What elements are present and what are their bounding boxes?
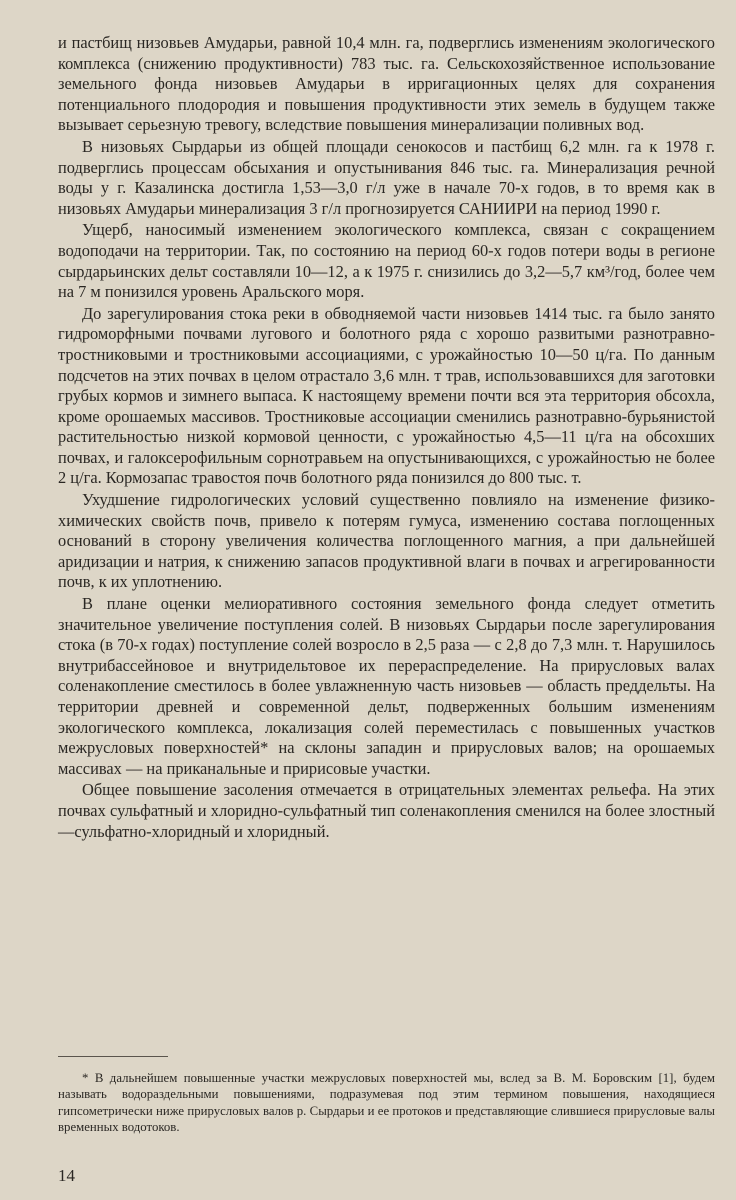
paragraph-4: До зарегулирования стока реки в обводняемой части низовьев 1414 тыс. га было занято гидроморфными почвами лугового и болотного ряда с хорошо развитыми разнотравно-тростниковыми и тростниковыми ассоциациями, с урожайностью 10—50 ц/га. По данным подсчетов на этих почвах в целом отрастало 3,6 млн. т трав, использовавшихся для заготовки грубых кормов и зимнего выпаса. К настоящему времени почти вся эта территория обсохла, кроме орошаемых массивов. Тростниковые ассоциации сменились разнотравно-бурьянистой растительностью низкой кормовой ценности, с урожайностью 4,5—11 ц/га на обсохших почвах, и галоксерофильным сорнотравьем на опустынивающихся, с урожайностью не более 2 ц/га. Кормозапас травостоя почв болотного ряда понизился до 800 тыс. т. (58, 303, 715, 488)
body-text (58, 33, 715, 842)
footnote-divider (58, 1056, 168, 1057)
paragraph-5: Ухудшение гидрологических условий существенно повлияло на изменение физико-химических свойств почв, привело к потерям гумуса, изменению состава поглощенных оснований в сторону увеличения количества поглощенного магния, а при дальнейшей аридизации и натрия, к снижению запасов продуктивной влаги в почвах и агрегированности почв, к их уплотнению. (58, 490, 715, 592)
footnote: * В дальнейшем повышенные участки межрусловых поверхностей мы, вслед за В. М. Боровским [1], будем называть водораздельными повышениями, подразумевая под этим термином повышения, находящиеся гипсометрически ниже прирусловых валов р. Сырдарьи и ее протоков и представляющие слившиеся прирусловые валы временных водотоков. (58, 1071, 715, 1135)
paragraph-1: и пастбищ низовьев Амударьи, равной 10,4 млн. га, подверглись изменениям экологического комплекса (снижению продуктивности) 783 тыс. га. Сельскохозяйственное использование земельного фонда низовьев Амударьи в ирригационных целях для сохранения потенциального плодородия и повышения продуктивности этих земель в будущем также вызывает серьезную тревогу, вследствие повышения минерализации поливных вод. (58, 33, 715, 135)
page-number: 14 (58, 1166, 75, 1185)
paragraph-6: В плане оценки мелиоративного состояния земельного фонда следует отметить значительное увеличение поступления солей. В низовьях Сырдарьи после зарегулирования стока (в 70-х годах) поступление солей возросло в 2,5 раза — с 2,8 до 7,3 млн. т. Нарушилось внутрибассейновое и внутридельтовое их перераспределение. На прирусловых валах соленакопление сместилось в более увлажненную часть низовьев — область преддельты. На территории древней и современной дельт, подверженных большим изменениям экологического комплекса, локализация солей переместилась с повышенных участков межрусловых поверхностей* на склоны западин и прирусловых валов; на орошаемых массивах — на приканальные и пририсовые участки. (58, 594, 715, 778)
paragraph-7: Общее повышение засоления отмечается в отрицательных элементах рельефа. На этих почвах сульфатный и хлоридно-сульфатный тип соленакопления сменился на более злостный—сульфатно-хлоридный и хлоридный. (58, 780, 715, 841)
paragraph-3: Ущерб, наносимый изменением экологического комплекса, связан с сокращением водоподачи на территории. Так, по состоянию на период 60-х годов потери воды в регионе сырдарьинских дельт составляли 10—12, а к 1975 г. снизились до 3,2—5,7 км³/год, более чем на 7 м понизился уровень Аральского моря. (58, 220, 715, 302)
paragraph-2: В низовьях Сырдарьи из общей площади сенокосов и пастбищ 6,2 млн. га к 1978 г. подверглись процессам обсыхания и опустынивания 846 тыс. га. Минерализация речной воды у г. Казалинска достигла 1,53—3,0 г/л уже в начале 70-х годов, в то время как в низовьях Амударьи минерализация 3 г/л прогнозируется САНИИРИ на период 1990 г. (58, 136, 715, 218)
